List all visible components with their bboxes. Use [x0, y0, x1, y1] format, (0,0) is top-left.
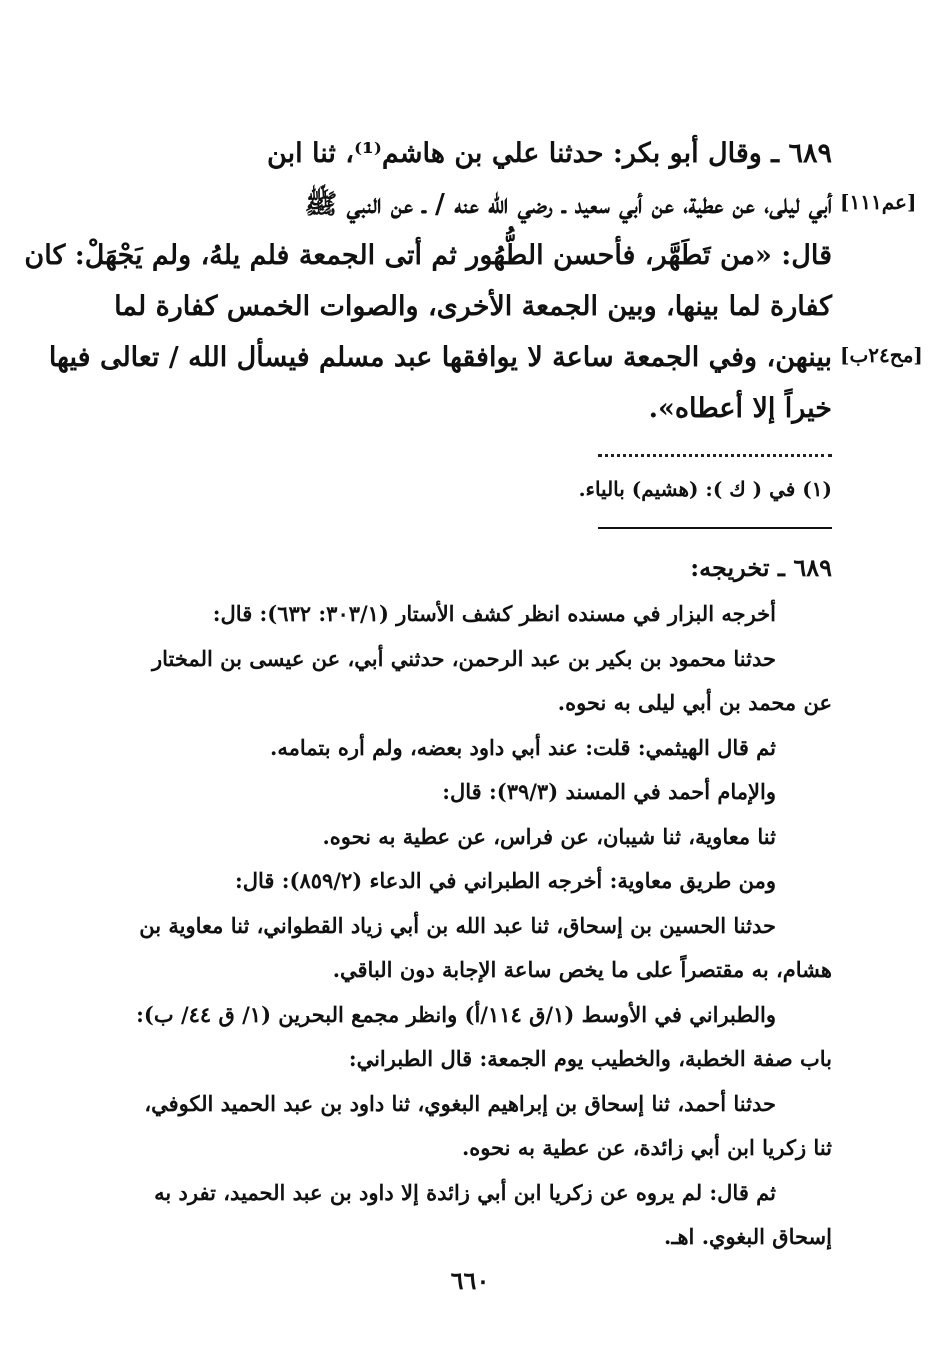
- hadith-line: كفارة لما بينها، وبين الجمعة الأخرى، والصوات الخمس كفارة لما: [114, 291, 832, 322]
- takhrij-line: ثنا زكريا ابن أبي زائدة، عن عطية به نحوه.: [461, 1135, 832, 1160]
- takhrij-line: حدثنا محمود بن بكير بن عبد الرحمن، حدثني أبي، عن عيسى بن المختار: [152, 645, 776, 671]
- hadith-line: خيراً إلا أعطاه».: [648, 393, 832, 424]
- takhrij-body: [108, 592, 832, 1260]
- hadith-line: ٦٨٩ ـ وقال أبو بكر: حدثنا علي بن هاشم⁽¹⁾، ثنا ابن: [267, 138, 832, 169]
- footnote-separator: [598, 444, 832, 457]
- takhrij-line: والإمام أحمد في المسند (٣٩/٣): قال:: [442, 779, 776, 804]
- takhrij-line: والطبراني في الأوسط (١/ق ١١٤/أ) وانظر مجمع البحرين (١/ ق ٤٤/ ب):: [136, 1001, 776, 1027]
- takhrij-line: حدثنا الحسين بن إسحاق، ثنا عبد الله بن أبي زياد القطواني، ثنا معاوية بن: [139, 912, 776, 938]
- takhrij-line: عن محمد بن أبي ليلى به نحوه.: [557, 690, 832, 715]
- takhrij-line: ثم قال الهيثمي: قلت: عند أبي داود بعضه، ولم أره بتمامه.: [270, 734, 776, 760]
- takhrij-line: إسحاق البغوي. اهـ.: [664, 1224, 832, 1249]
- takhrij-line: ومن طريق معاوية: أخرجه الطبراني في الدعاء (٨٥٩/٢): قال:: [235, 868, 776, 893]
- page-number: ٦٦٠: [450, 1266, 490, 1295]
- hadith-line: قال: «من تَطَهَّر، فأحسن الطُّهُور ثم أتى الجمعة فلم يلهُ، ولم يَجْهَلْ: كان: [24, 240, 832, 271]
- takhrij-line: حدثنا أحمد، ثنا إسحاق بن إبراهيم البغوي، ثنا داود بن عبد الحميد الكوفي،: [144, 1090, 776, 1116]
- footnote: (١) في ( ك ): (هشيم) بالياء.: [578, 477, 832, 501]
- hadith-text: [24, 128, 832, 434]
- takhrij-heading: ٦٨٩ ـ تخريجه:: [690, 553, 832, 582]
- hadith-line: أبي ليلى، عن عطية، عن أبي سعيد ـ رضي الله عنه / ـ عن النبي ﷺ: [304, 189, 832, 220]
- takhrij-line: أخرجه البزار في مسنده انظر كشف الأستار (٣٠٣/١: ٦٣٢): قال:: [212, 601, 776, 626]
- manuscript-margin-note: [عم١١١]: [840, 190, 917, 214]
- takhrij-line: ثنا معاوية، ثنا شيبان، عن فراس، عن عطية به نحوه.: [322, 823, 776, 849]
- takhrij-line: ثم قال: لم يروه عن زكريا ابن أبي زائدة إلا داود بن عبد الحميد، تفرد به: [154, 1179, 776, 1205]
- takhrij-line: هشام، به مقتصراً على ما يخص ساعة الإجابة دون الباقي.: [332, 957, 832, 982]
- takhrij-line: باب صفة الخطبة، والخطيب يوم الجمعة: قال الطبراني:: [348, 1046, 832, 1071]
- manuscript-margin-note: [مح٢٤ب]: [840, 343, 923, 367]
- hadith-line: بينهن، وفي الجمعة ساعة لا يوافقها عبد مسلم فيسأل الله / تعالى فيها: [48, 342, 832, 373]
- section-divider: [598, 527, 832, 529]
